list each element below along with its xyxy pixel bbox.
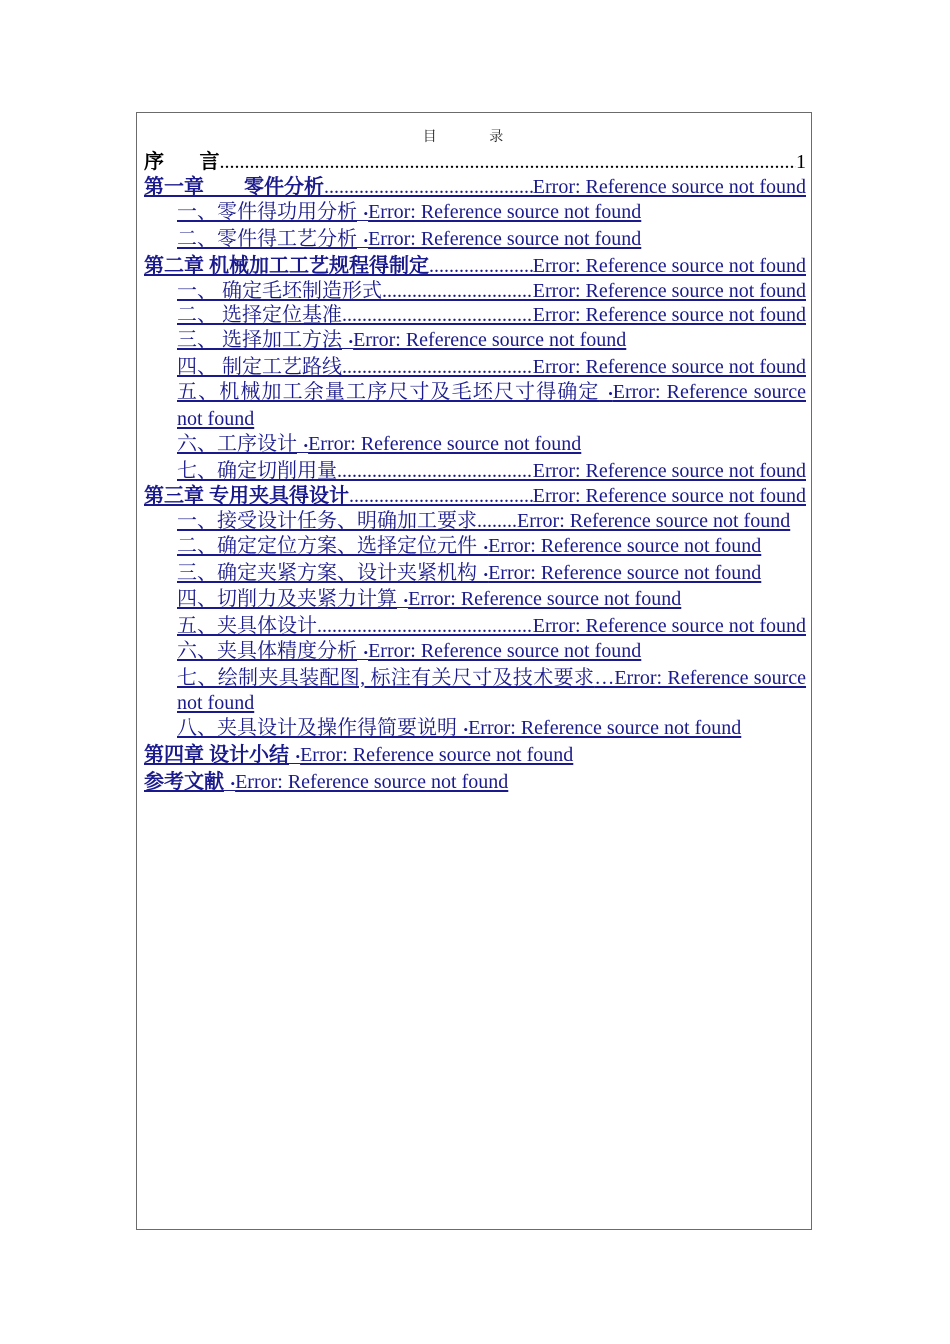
toc-entry[interactable] [144, 743, 806, 770]
toc-entry-reference: Error: Reference source not found [300, 743, 574, 766]
toc-entry-reference: Error: Reference source not found [408, 588, 682, 611]
toc-entry-reference: Error: Reference source not found [177, 381, 806, 431]
field-marker-icon: • [477, 539, 489, 555]
preface-label-b: 言 [199, 151, 220, 173]
toc-entry-label: 四、切削力及夹紧力计算 [177, 588, 397, 611]
table-of-contents [144, 150, 806, 797]
toc-entry[interactable] [144, 432, 806, 459]
toc-entry-label: 三、确定夹紧方案、设计夹紧机构 [177, 561, 477, 584]
field-marker-icon: • [297, 437, 309, 453]
field-marker-icon: • [599, 386, 613, 402]
toc-entry-label: 二、零件得工艺分析 [177, 227, 357, 250]
toc-entry-label: 第三章 专用夹具得设计 [144, 484, 349, 507]
toc-entry-reference: Error: Reference source not found [532, 175, 806, 198]
toc-entry-reference: Error: Reference source not found [532, 304, 806, 327]
toc-entry-label: 五、夹具体设计 [177, 615, 317, 638]
toc-entry[interactable] [144, 355, 806, 380]
toc-entry-label: 第四章 设计小结 [144, 743, 289, 766]
toc-entry-label: 一、零件得功用分析 [177, 200, 357, 223]
leader-dots [382, 279, 533, 304]
toc-entry[interactable] [144, 639, 806, 666]
toc-entry-preface[interactable] [144, 150, 806, 175]
field-marker-icon: • [397, 593, 409, 609]
leader-dots [324, 175, 533, 200]
toc-entry-label: 四、 制定工艺路线 [177, 356, 342, 379]
toc-entry-label: 参考文献 [144, 770, 224, 793]
toc-entry-label: 八、夹具设计及操作得简要说明 [177, 716, 457, 739]
toc-entry-reference: Error: Reference source not found [532, 615, 806, 638]
field-marker-icon: • [357, 645, 369, 661]
toc-entry-label: 七、确定切削用量 [177, 459, 337, 482]
toc-entry[interactable] [144, 227, 806, 254]
leader-dots [337, 459, 533, 484]
toc-entry-label: 六、工序设计 [177, 432, 297, 455]
field-marker-icon: • [357, 205, 369, 221]
toc-entry-label: 五、机械加工余量工序尺寸及毛坯尺寸得确定 [177, 381, 600, 404]
toc-entry[interactable] [144, 279, 806, 304]
toc-entry-reference: Error: Reference source not found [532, 356, 806, 379]
toc-entry-label: 二、 选择定位基准 [177, 304, 342, 327]
leader-dots [219, 150, 796, 175]
toc-entry-label: 第二章 机械加工工艺规程得制定 [144, 254, 429, 277]
preface-page-number: 1 [796, 151, 806, 173]
toc-entry[interactable] [144, 175, 806, 200]
toc-entry-reference: Error: Reference source not found [532, 484, 806, 507]
field-marker-icon: • [289, 748, 301, 764]
leader-dots [349, 484, 533, 509]
field-marker-icon: • [477, 566, 489, 582]
toc-entry-reference: Error: Reference source not found [488, 534, 762, 557]
toc-title: 目 录 [422, 129, 528, 145]
toc-entry[interactable] [144, 380, 806, 432]
toc-entry[interactable] [144, 770, 806, 797]
preface-label-a: 序 [144, 151, 164, 173]
toc-entry[interactable] [144, 200, 806, 227]
toc-entry-reference: Error: Reference source not found [532, 254, 806, 277]
toc-entry[interactable] [144, 614, 806, 639]
toc-entry-label: 一、 确定毛坯制造形式 [177, 279, 382, 302]
toc-entry-reference: Error: Reference source not found [308, 432, 582, 455]
toc-entries [144, 175, 806, 797]
toc-entry[interactable] [144, 561, 806, 588]
toc-entry-reference: ........Error: Reference source not found [477, 509, 791, 532]
toc-entry-label: 一、接受设计任务、明确加工要求 [177, 509, 477, 532]
leader-dots [342, 355, 533, 380]
field-marker-icon: • [224, 775, 236, 791]
toc-entry[interactable] [144, 509, 806, 534]
toc-entry-label: 六、夹具体精度分析 [177, 640, 357, 663]
toc-entry[interactable] [144, 303, 806, 328]
toc-entry-reference: Error: Reference source not found [353, 329, 627, 352]
field-marker-icon: • [457, 721, 469, 737]
toc-entry-reference: Error: Reference source not found [368, 200, 642, 223]
toc-entry-label: 七、绘制夹具装配图, 标注有关尺寸及技术要求 [177, 667, 595, 690]
toc-entry-reference: …Error: Reference source not found [177, 667, 807, 715]
field-marker-icon: • [342, 334, 354, 350]
leader-dots [429, 254, 533, 279]
toc-entry[interactable] [144, 534, 806, 561]
leader-dots [342, 303, 533, 328]
field-marker-icon: • [357, 232, 369, 248]
toc-entry-reference: Error: Reference source not found [468, 716, 742, 739]
toc-entry-label: 三、 选择加工方法 [177, 329, 342, 352]
toc-entry[interactable] [144, 587, 806, 614]
toc-entry[interactable] [144, 254, 806, 279]
toc-entry-reference: Error: Reference source not found [235, 770, 509, 793]
toc-entry[interactable] [144, 716, 806, 743]
toc-entry-label: 第一章 零件分析 [144, 175, 324, 198]
toc-entry[interactable] [144, 484, 806, 509]
toc-entry-label: 二、确定定位方案、选择定位元件 [177, 534, 477, 557]
toc-entry-reference: Error: Reference source not found [532, 459, 806, 482]
toc-entry-reference: Error: Reference source not found [532, 279, 806, 302]
leader-dots [317, 614, 533, 639]
toc-entry-reference: Error: Reference source not found [368, 227, 642, 250]
toc-entry-reference: Error: Reference source not found [368, 640, 642, 663]
toc-entry[interactable] [144, 666, 806, 716]
toc-entry[interactable] [144, 459, 806, 484]
toc-entry[interactable] [144, 328, 806, 355]
toc-entry-reference: Error: Reference source not found [488, 561, 762, 584]
